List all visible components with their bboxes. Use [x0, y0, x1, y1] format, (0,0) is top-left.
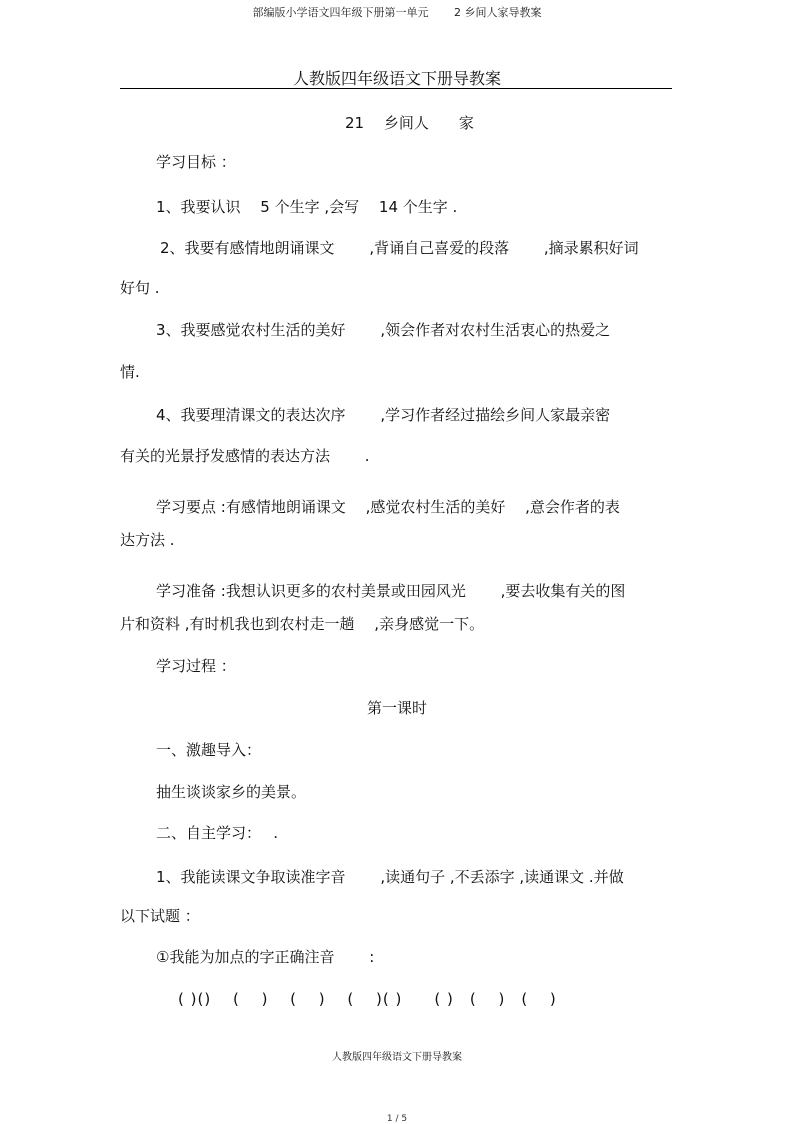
preparation-line2: 片和资料 ,有时机我也到农村走一趟 ,亲身感觉一下。 — [120, 615, 485, 633]
objective-3-line1: 3、我要感觉农村生活的美好 ,领会作者对农村生活衷心的热爱之 — [156, 321, 611, 339]
section-1-heading: 一、激趣导入： — [156, 741, 262, 759]
task-1-line2: 以下试题 ： — [120, 907, 200, 925]
document-title: 人教版四年级语文下册导教案 — [292, 69, 501, 88]
task-1-line1: 1、我能读课文争取读准字音 ,读通句子 ,不丢添字 ,读通课文 .并做 — [156, 868, 624, 886]
title-underline — [120, 88, 672, 89]
period-title: 第一课时 — [366, 699, 427, 717]
task-1-subitem: ①我能为加点的字正确注音 : — [156, 948, 375, 966]
preparation-line1: 学习准备 :我想认识更多的农村美景或田园风光 ,要去收集有关的图 — [156, 582, 626, 600]
page-number: 1 / 5 — [386, 1114, 408, 1124]
pinyin-blanks-row: ( )() ( ) ( ) ( )( ) ( ) ( ) ( ) — [178, 990, 557, 1008]
objective-3-line2: 情. — [120, 363, 140, 381]
objective-1: 1、我要认识 5 个生字 ,会写 14 个生字 . — [156, 198, 458, 216]
key-points-line1: 学习要点 :有感情地朗诵课文 ,感觉农村生活的美好 ,意会作者的表 — [156, 498, 620, 516]
section-2-heading: 二、自主学习： . — [156, 824, 279, 842]
section-1-text: 抽生谈谈家乡的美景。 — [156, 783, 307, 801]
objective-4-line1: 4、我要理清课文的表达次序 ,学习作者经过描绘乡间人家最亲密 — [156, 406, 611, 424]
objective-2-line1: 2、我要有感情地朗诵课文 ,背诵自己喜爱的段落 ,摘录累积好词 — [160, 239, 639, 257]
lesson-title: 21 乡间人 家 — [345, 114, 474, 132]
page-header: 部编版小学语文四年级下册第一单元 2 乡间人家导教案 — [252, 6, 542, 19]
objective-4-line2: 有关的光景抒发感情的表达方法 . — [120, 447, 370, 465]
objectives-heading: 学习目标 ： — [156, 153, 236, 171]
page-footer: 人教版四年级语文下册导教案 — [332, 1052, 462, 1063]
objective-2-line2: 好句 . — [120, 279, 160, 297]
process-heading: 学习过程 ： — [156, 657, 236, 675]
key-points-line2: 达方法 . — [120, 531, 175, 549]
